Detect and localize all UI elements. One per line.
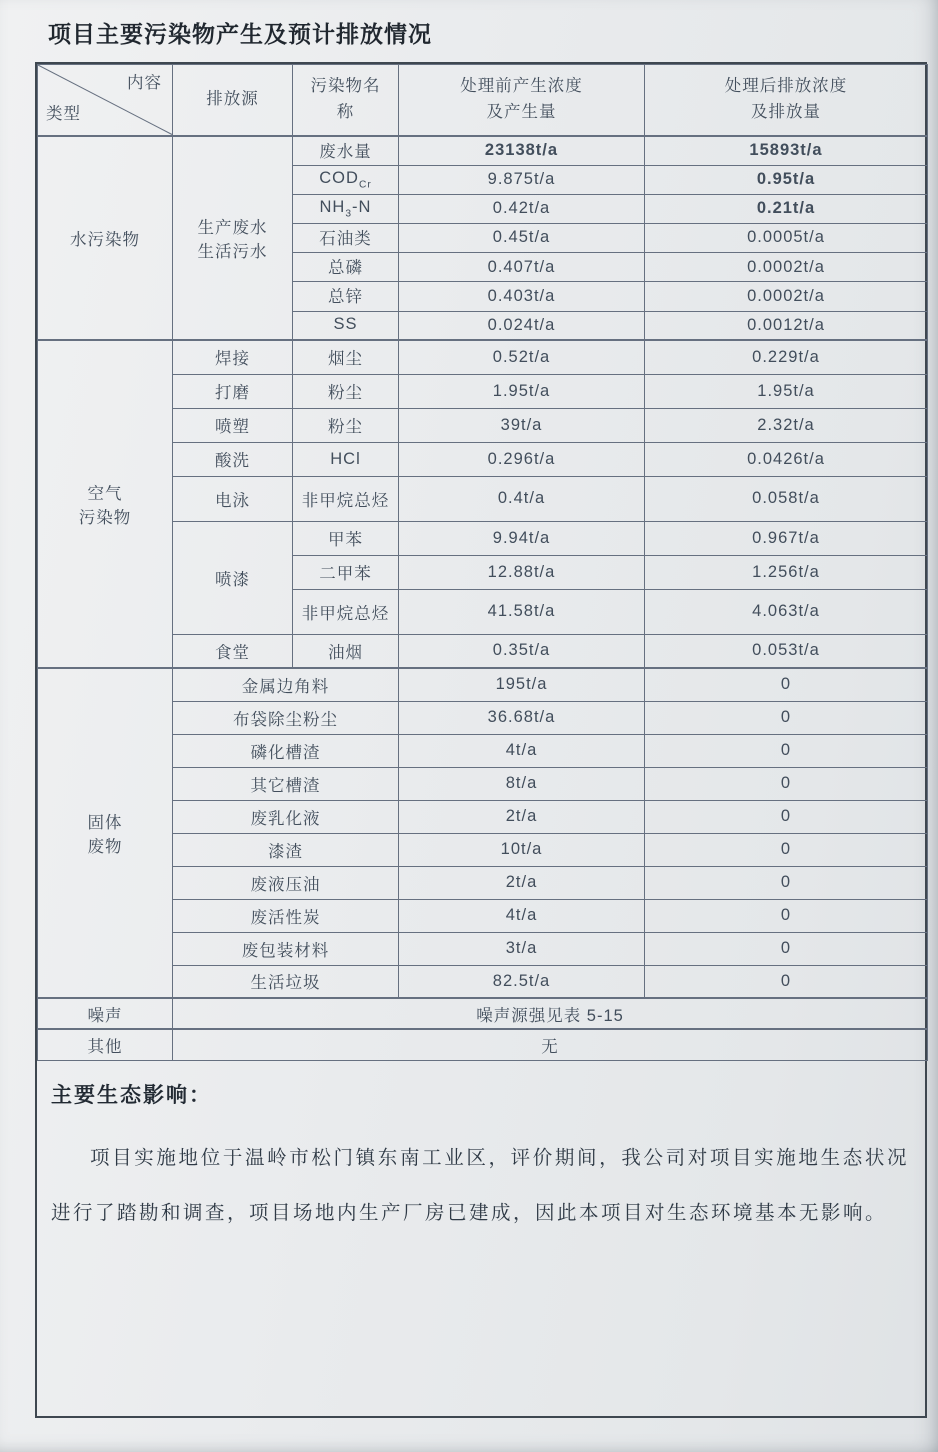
waste-name-cell: 废液压油 xyxy=(173,866,399,899)
source-cell: 焊接 xyxy=(173,340,293,374)
pollutant-name-cell: 粉尘 xyxy=(293,408,399,442)
after-value-cell: 0 xyxy=(645,932,928,965)
page-title: 项目主要污染物产生及预计排放情况 xyxy=(48,21,432,47)
ecology-heading: 主要生态影响： xyxy=(51,1083,212,1107)
pollutant-name-cell: 油烟 xyxy=(293,634,399,668)
before-value-cell: 0.403t/a xyxy=(399,282,645,311)
pollutant-name-cell: HCl xyxy=(293,442,399,476)
after-value-cell: 0 xyxy=(645,833,928,866)
after-value-cell: 0 xyxy=(645,899,928,932)
pollutant-table xyxy=(37,64,928,1061)
before-value-cell: 12.88t/a xyxy=(399,555,645,589)
after-value-cell: 4.063t/a xyxy=(645,589,928,634)
source-cell: 喷塑 xyxy=(173,408,293,442)
table-row xyxy=(38,340,928,374)
pollutant-name-cell: 粉尘 xyxy=(293,374,399,408)
source-cell: 打磨 xyxy=(173,374,293,408)
category-water: 水污染物 xyxy=(38,136,173,341)
source-cell: 酸洗 xyxy=(173,442,293,476)
header-after: 处理后排放浓度 及排放量 xyxy=(645,65,928,136)
noise-label: 噪声 xyxy=(38,998,173,1029)
after-value-cell: 0.0426t/a xyxy=(645,442,928,476)
before-value-cell: 41.58t/a xyxy=(399,589,645,634)
waste-name-cell: 其它槽渣 xyxy=(173,767,399,800)
after-value-cell: 1.256t/a xyxy=(645,555,928,589)
waste-name-cell: 废乳化液 xyxy=(173,800,399,833)
after-value-cell: 2.32t/a xyxy=(645,408,928,442)
pollutant-name-cell: 总锌 xyxy=(293,282,399,311)
after-value-cell: 15893t/a xyxy=(645,136,928,166)
after-value-cell: 0.0002t/a xyxy=(645,282,928,311)
waste-name-cell: 生活垃圾 xyxy=(173,965,399,998)
table-row xyxy=(38,668,928,701)
after-value-cell: 0 xyxy=(645,800,928,833)
after-value-cell: 1.95t/a xyxy=(645,374,928,408)
table-row xyxy=(38,136,928,166)
other-label: 其他 xyxy=(38,1029,173,1060)
before-value-cell: 10t/a xyxy=(399,833,645,866)
after-value-cell: 0.0002t/a xyxy=(645,253,928,282)
before-value-cell: 82.5t/a xyxy=(399,965,645,998)
waste-name-cell: 废包装材料 xyxy=(173,932,399,965)
after-value-cell: 0 xyxy=(645,965,928,998)
after-value-cell: 0.053t/a xyxy=(645,634,928,668)
header-source: 排放源 xyxy=(173,65,293,136)
pollutant-name-cell: 烟尘 xyxy=(293,340,399,374)
before-value-cell: 0.35t/a xyxy=(399,634,645,668)
noise-value: 噪声源强见表 5-15 xyxy=(173,998,928,1029)
pollutant-name-cell: 二甲苯 xyxy=(293,555,399,589)
before-value-cell: 8t/a xyxy=(399,767,645,800)
before-value-cell: 1.95t/a xyxy=(399,374,645,408)
header-before: 处理前产生浓度 及产生量 xyxy=(399,65,645,136)
before-value-cell: 9.875t/a xyxy=(399,165,645,194)
pollutant-name-cell: SS xyxy=(293,311,399,340)
after-value-cell: 0.058t/a xyxy=(645,476,928,521)
after-value-cell: 0.967t/a xyxy=(645,521,928,555)
pollutant-name-cell: 非甲烷总烃 xyxy=(293,589,399,634)
header-pollutant: 污染物名 称 xyxy=(293,65,399,136)
before-value-cell: 0.296t/a xyxy=(399,442,645,476)
pollutant-name-cell: 非甲烷总烃 xyxy=(293,476,399,521)
ecology-section xyxy=(37,1061,925,1416)
source-cell: 电泳 xyxy=(173,476,293,521)
before-value-cell: 39t/a xyxy=(399,408,645,442)
pollutant-name-cell: 总磷 xyxy=(293,253,399,282)
water-source-cell: 生产废水 生活污水 xyxy=(173,136,293,341)
before-value-cell: 195t/a xyxy=(399,668,645,701)
after-value-cell: 0 xyxy=(645,767,928,800)
before-value-cell: 0.024t/a xyxy=(399,311,645,340)
after-value-cell: 0 xyxy=(645,734,928,767)
before-value-cell: 0.42t/a xyxy=(399,194,645,223)
waste-name-cell: 布袋除尘粉尘 xyxy=(173,701,399,734)
waste-name-cell: 磷化槽渣 xyxy=(173,734,399,767)
source-cell: 食堂 xyxy=(173,634,293,668)
before-value-cell: 0.52t/a xyxy=(399,340,645,374)
pollutant-name-cell: 石油类 xyxy=(293,223,399,252)
after-value-cell: 0 xyxy=(645,701,928,734)
source-cell: 喷漆 xyxy=(173,521,293,634)
waste-name-cell: 金属边角料 xyxy=(173,668,399,701)
ecology-paragraph: 项目实施地位于温岭市松门镇东南工业区，评价期间，我公司对项目实施地生态状况进行了踏勘和调查，项目场地内生产厂房已建成，因此本项目对生态环境基本无影响。 xyxy=(51,1146,909,1224)
pollutant-name-cell: 甲苯 xyxy=(293,521,399,555)
after-value-cell: 0 xyxy=(645,668,928,701)
after-value-cell: 0.95t/a xyxy=(645,165,928,194)
before-value-cell: 4t/a xyxy=(399,734,645,767)
before-value-cell: 36.68t/a xyxy=(399,701,645,734)
diagonal-header-cell xyxy=(38,65,173,136)
after-value-cell: 0.21t/a xyxy=(645,194,928,223)
after-value-cell: 0.0012t/a xyxy=(645,311,928,340)
before-value-cell: 2t/a xyxy=(399,800,645,833)
pollutant-name-cell: $COD_{Cr}$ xyxy=(293,165,399,194)
after-value-cell: 0.0005t/a xyxy=(645,223,928,252)
before-value-cell: 0.45t/a xyxy=(399,223,645,252)
before-value-cell: 9.94t/a xyxy=(399,521,645,555)
table-header-row xyxy=(38,65,928,136)
before-value-cell: 0.407t/a xyxy=(399,253,645,282)
pollutant-name-cell: $NH_3-N$ xyxy=(293,194,399,223)
after-value-cell: 0 xyxy=(645,866,928,899)
document-frame xyxy=(35,62,927,1418)
header-type-label: 类型 xyxy=(46,104,81,123)
waste-name-cell: 废活性炭 xyxy=(173,899,399,932)
category-air: 空气 污染物 xyxy=(38,340,173,668)
category-solid: 固体 废物 xyxy=(38,668,173,998)
table-row-noise xyxy=(38,998,928,1029)
before-value-cell: 3t/a xyxy=(399,932,645,965)
before-value-cell: 0.4t/a xyxy=(399,476,645,521)
table-row-other xyxy=(38,1029,928,1060)
waste-name-cell: 漆渣 xyxy=(173,833,399,866)
pollutant-name-cell: 废水量 xyxy=(293,136,399,166)
before-value-cell: 4t/a xyxy=(399,899,645,932)
after-value-cell: 0.229t/a xyxy=(645,340,928,374)
before-value-cell: 23138t/a xyxy=(399,136,645,166)
header-content-label: 内容 xyxy=(127,74,162,92)
before-value-cell: 2t/a xyxy=(399,866,645,899)
other-value: 无 xyxy=(173,1029,928,1060)
